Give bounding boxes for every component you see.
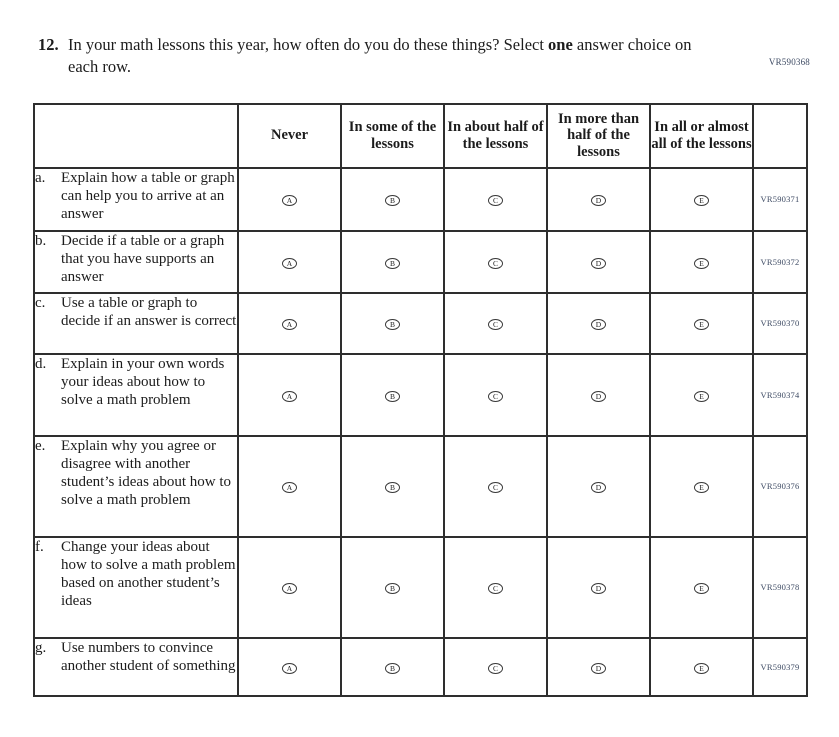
option-cell-about-half [444,436,547,537]
option-bubble-b[interactable]: B [385,583,400,594]
row-letter: a. [35,169,46,186]
option-cell-more-than-half [547,638,650,696]
survey-table [33,103,808,697]
option-cell-about-half [444,638,547,696]
option-cell-some [341,231,444,293]
table-row-e [34,436,807,537]
option-bubble-a[interactable]: A [282,319,297,330]
option-cell-some [341,168,444,231]
row-letter: g. [35,639,47,656]
option-bubble-c[interactable]: C [488,482,503,493]
row-label-cell [34,537,238,638]
option-cell-more-than-half [547,168,650,231]
option-bubble-d[interactable]: D [591,391,606,402]
option-cell-about-half [444,231,547,293]
option-bubble-b[interactable]: B [385,195,400,206]
option-bubble-d[interactable]: D [591,663,606,674]
vr-code: VR590371 [753,168,807,231]
option-bubble-b[interactable]: B [385,482,400,493]
question [38,34,809,79]
header-row [34,104,807,168]
column-header-about-half: In about half of the lessons [444,104,547,168]
vr-code-top: VR590368 [768,57,810,67]
header-empty-cell [34,104,238,168]
option-cell-some [341,293,444,354]
option-bubble-d[interactable]: D [591,319,606,330]
option-cell-all [650,537,753,638]
option-bubble-b[interactable]: B [385,391,400,402]
table-row-a [34,168,807,231]
row-letter: c. [35,294,46,311]
option-cell-never [238,231,341,293]
option-bubble-e[interactable]: E [694,663,709,674]
question-number: 12. [38,35,59,54]
row-text: Explain why you agree or disagree with another student’s ideas about how to solve a math problem [61,437,231,509]
option-cell-never [238,537,341,638]
table-row-d [34,354,807,436]
row-text: Explain in your own words your ideas about how to solve a math problem [61,355,225,409]
row-label-cell [34,231,238,293]
option-bubble-c[interactable]: C [488,663,503,674]
option-cell-all [650,231,753,293]
option-bubble-e[interactable]: E [694,258,709,269]
row-label-cell [34,436,238,537]
table-row-b [34,231,807,293]
option-cell-never [238,293,341,354]
option-bubble-a[interactable]: A [282,195,297,206]
option-cell-never [238,436,341,537]
option-cell-more-than-half [547,436,650,537]
vr-code: VR590372 [753,231,807,293]
option-cell-never [238,638,341,696]
vr-code: VR590374 [753,354,807,436]
row-letter: e. [35,437,46,454]
option-bubble-d[interactable]: D [591,195,606,206]
option-bubble-e[interactable]: E [694,195,709,206]
table-row-c [34,293,807,354]
option-cell-about-half [444,537,547,638]
option-cell-never [238,168,341,231]
row-letter: d. [35,355,47,372]
row-label-cell [34,293,238,354]
row-text: Explain how a table or graph can help you to arrive at an answer [61,169,235,223]
option-bubble-d[interactable]: D [591,482,606,493]
option-bubble-e[interactable]: E [694,482,709,493]
row-text: Use numbers to convince another student of something [61,639,236,674]
survey-page [0,34,839,697]
column-header-some: In some of the lessons [341,104,444,168]
option-cell-some [341,354,444,436]
option-bubble-b[interactable]: B [385,258,400,269]
option-cell-more-than-half [547,537,650,638]
table-row-f [34,537,807,638]
option-cell-more-than-half [547,354,650,436]
option-cell-all [650,354,753,436]
row-letter: f. [35,538,44,555]
option-cell-about-half [444,168,547,231]
option-cell-some [341,638,444,696]
option-cell-all [650,638,753,696]
row-label-cell [34,354,238,436]
vr-code: VR590378 [753,537,807,638]
option-bubble-d[interactable]: D [591,258,606,269]
option-cell-more-than-half [547,293,650,354]
option-bubble-c[interactable]: C [488,195,503,206]
option-bubble-a[interactable]: A [282,482,297,493]
question-text [68,34,700,79]
vr-code: VR590370 [753,293,807,354]
header-vr-empty-cell [753,104,807,168]
column-header-all: In all or almost all of the lessons [650,104,753,168]
vr-code: VR590376 [753,436,807,537]
row-text: Use a table or graph to decide if an answer is correct [61,294,237,329]
option-bubble-c[interactable]: C [488,583,503,594]
option-cell-never [238,354,341,436]
option-bubble-a[interactable]: A [282,583,297,594]
option-bubble-b[interactable]: B [385,319,400,330]
option-bubble-a[interactable]: A [282,663,297,674]
option-cell-about-half [444,354,547,436]
row-text: Decide if a table or a graph that you have supports an answer [61,232,225,286]
option-bubble-c[interactable]: C [488,319,503,330]
option-bubble-a[interactable]: A [282,391,297,402]
table-row-g [34,638,807,696]
option-bubble-e[interactable]: E [694,319,709,330]
option-cell-all [650,168,753,231]
option-bubble-b[interactable]: B [385,663,400,674]
option-cell-all [650,436,753,537]
option-bubble-e[interactable]: E [694,391,709,402]
column-header-more-than-half: In more than half of the lessons [547,104,650,168]
option-cell-about-half [444,293,547,354]
row-label-cell [34,168,238,231]
question-text-bold: one [548,35,573,54]
column-header-never: Never [238,104,341,168]
option-bubble-d[interactable]: D [591,583,606,594]
option-cell-all [650,293,753,354]
option-cell-some [341,436,444,537]
row-letter: b. [35,232,47,249]
option-bubble-e[interactable]: E [694,583,709,594]
question-text-post: answer choice on each row. [68,35,692,77]
option-bubble-c[interactable]: C [488,258,503,269]
vr-code: VR590379 [753,638,807,696]
question-text-pre: In your math lessons this year, how often do you do these things? Select [68,35,544,54]
option-cell-more-than-half [547,231,650,293]
option-cell-some [341,537,444,638]
row-label-cell [34,638,238,696]
option-bubble-a[interactable]: A [282,258,297,269]
option-bubble-c[interactable]: C [488,391,503,402]
row-text: Change your ideas about how to solve a math problem based on another student’s ideas [61,538,236,610]
